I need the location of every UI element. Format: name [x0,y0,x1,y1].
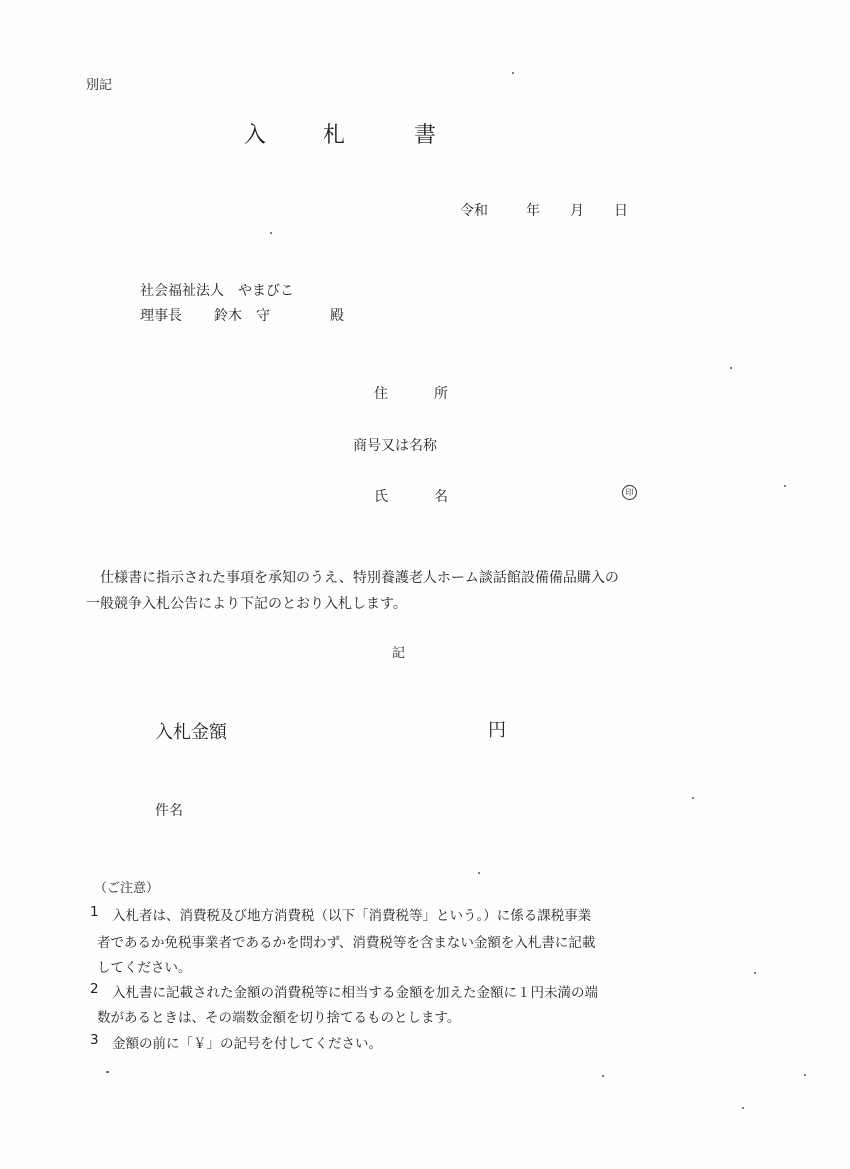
recipient-organization: 社会福祉法人 やまびこ [140,283,294,299]
scan-speck [754,972,756,974]
note-number-3: 3 [90,1032,99,1048]
title-char-3: 書 [414,123,437,148]
scan-speck [512,72,514,74]
note-number-2: 2 [90,981,99,997]
subject-label: 件名 [155,803,183,819]
note-1-line-3: してください。 [97,960,192,976]
scan-speck [270,232,272,234]
annex-label: 別記 [86,78,113,93]
date-era: 令和 [460,203,488,219]
scan-speck [804,1074,806,1076]
address-label-b: 所 [434,386,448,402]
scan-speck [478,872,480,874]
seal-mark: 印 [622,485,637,500]
recipient-title: 理事長 [140,308,182,324]
scan-speck [692,797,694,799]
recipient-name: 鈴木 守 [214,308,270,324]
recipient-honorific: 殿 [330,308,344,324]
date-year: 年 [526,203,540,219]
scan-speck [602,1075,604,1077]
statement-line-1: 仕様書に指示された事項を承知のうえ、特別養護老人ホーム談話館設備備品購入の [100,570,619,586]
ki-heading: 記 [392,646,406,661]
name-label-b: 名 [434,489,448,505]
notes-title: （ご注意） [94,881,160,896]
note-number-1: 1 [90,904,99,920]
scan-speck [106,1071,109,1073]
bid-amount-unit: 円 [488,720,506,741]
address-label-a: 住 [374,386,388,402]
note-2-line-1: 入札書に記載された金額の消費税等に相当する金額を加えた金額に１円未満の端 [112,985,598,1001]
statement-line-2: 一般競争入札公告により下記のとおり入札します。 [86,596,407,612]
note-3-line-1: 金額の前に「￥」の記号を付してください。 [112,1036,382,1052]
note-1-line-2: 者であるか免税事業者であるかを問わず、消費税等を含まない金額を入札書に記載 [97,935,596,951]
title-char-1: 入 [244,123,267,148]
note-1-line-1: 入札者は、消費税及び地方消費税（以下「消費税等」という。）に係る課税事業 [112,908,592,924]
bid-amount-label: 入札金額 [155,722,227,743]
company-label: 商号又は名称 [353,438,437,454]
scan-speck [742,1107,744,1109]
scan-speck [730,367,732,369]
name-label-a: 氏 [374,489,388,505]
note-2-line-2: 数があるときは、その端数金額を切り捨てるものとします。 [97,1010,461,1026]
scan-speck [784,485,786,487]
date-month: 月 [570,203,584,219]
date-day: 日 [614,203,628,219]
title-char-2: 札 [323,123,346,148]
